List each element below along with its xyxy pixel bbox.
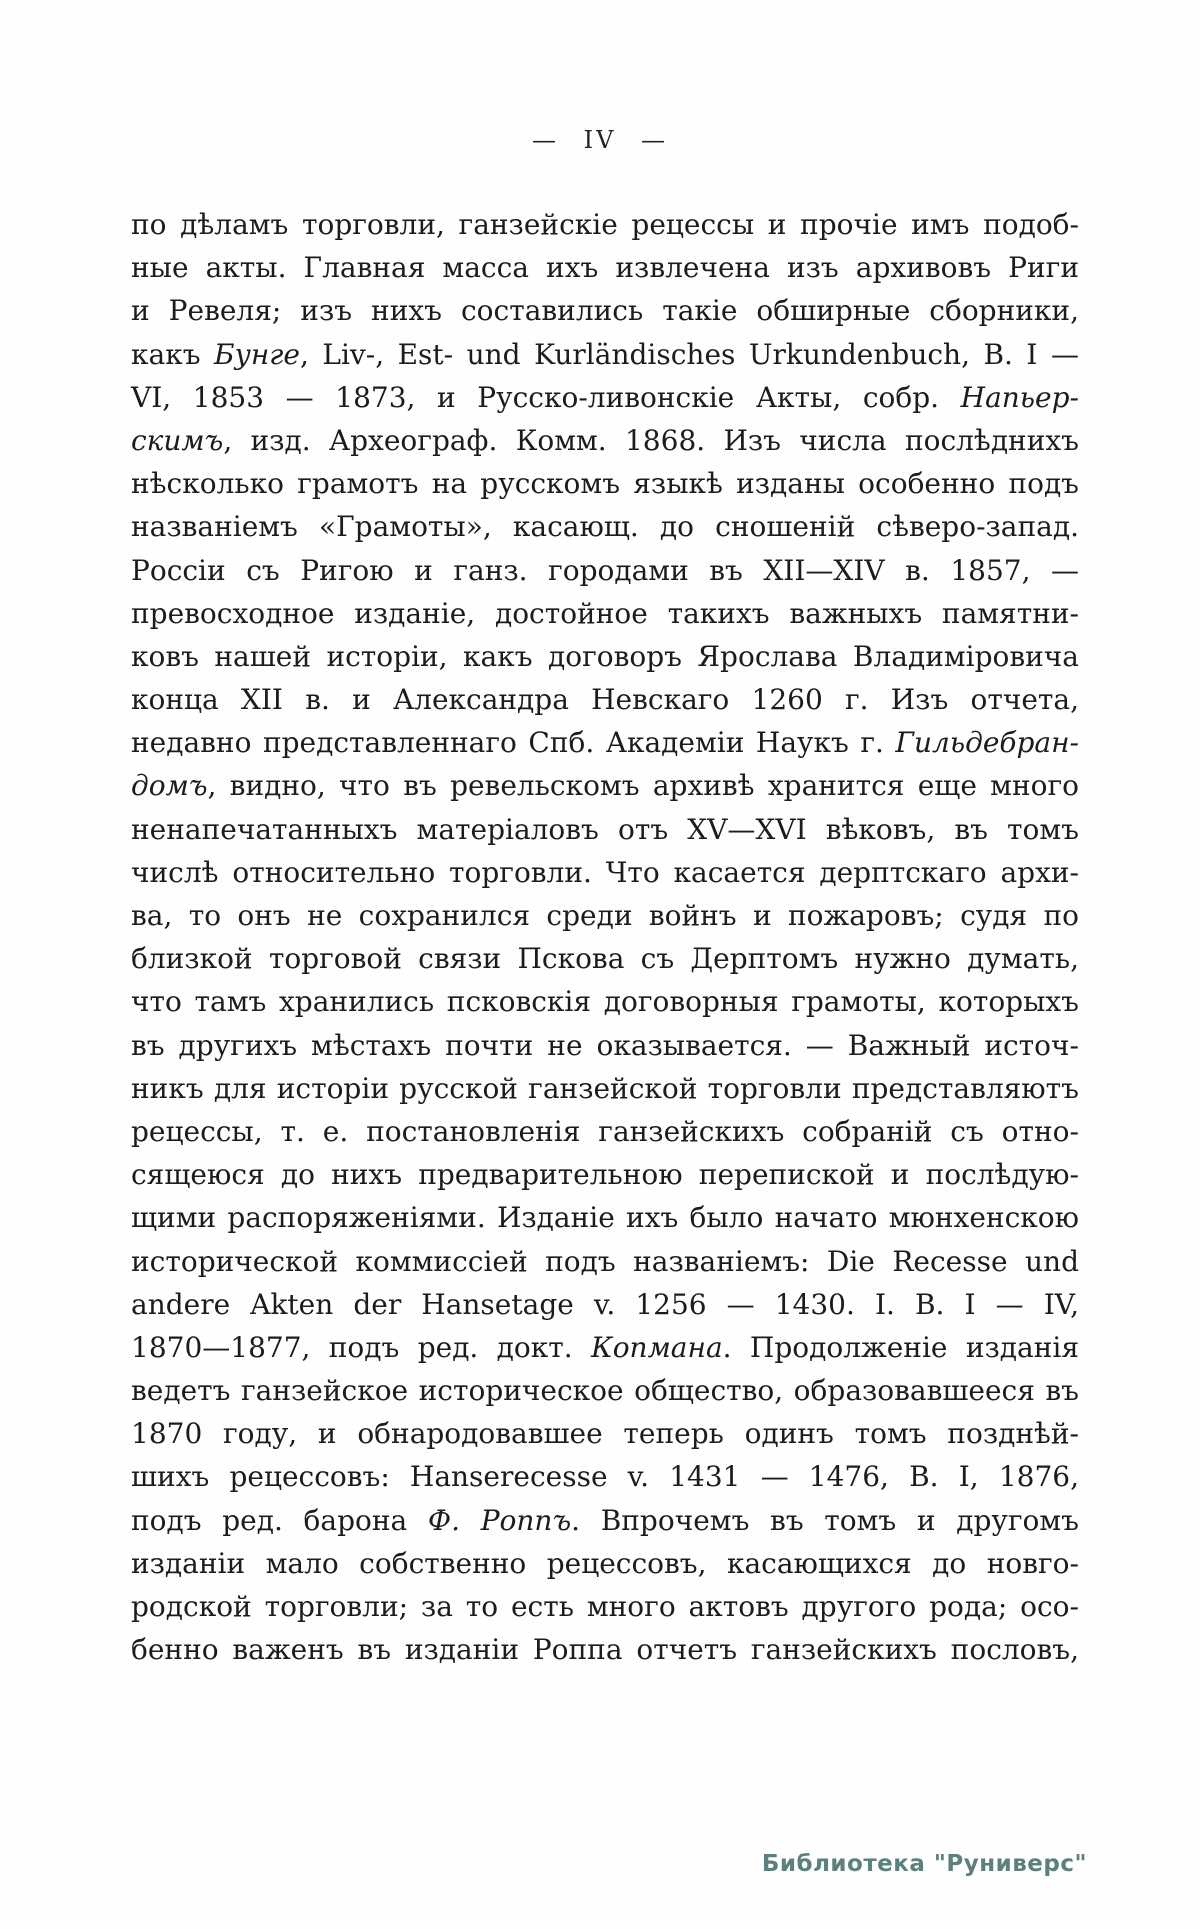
text-line	[131, 246, 1079, 289]
text-segment: andere Akten der Hansetage v. 1256 — 1430. I. B. I — IV,	[131, 1287, 1079, 1321]
text-line	[131, 851, 1079, 894]
text-segment: превосходное изданіе, достойное такихъ важныхъ памятни-	[131, 596, 1079, 630]
text-segment: щими распоряженіями. Изданіе ихъ было начато мюнхенскою	[131, 1201, 1079, 1235]
text-segment: названіемъ «Грамоты», касающ. до сношеній сѣверо-запад.	[131, 510, 1079, 544]
text-line	[131, 1369, 1079, 1412]
text-line	[131, 376, 1079, 419]
text-segment: по дѣламъ торговли, ганзейскіе рецессы и прочіе имъ подоб-	[131, 208, 1079, 241]
text-segment: ведетъ ганзейское историческое общество, образовавшееся въ	[131, 1374, 1079, 1408]
text-line	[131, 1110, 1079, 1153]
text-segment: , видно, что въ ревельскомъ архивѣ хранится еще много	[207, 769, 1079, 803]
text-segment: . Впрочемъ въ томъ и другомъ	[571, 1503, 1079, 1537]
text-segment: , изд. Археограф. Комм. 1868. Изъ числа послѣднихъ	[223, 423, 1079, 457]
text-segment: исторической коммиссіей подъ названіемъ: Die Recesse und	[131, 1244, 1079, 1278]
text-line	[131, 1455, 1079, 1498]
text-segment: 1870—1877, подъ ред. докт.	[131, 1330, 592, 1364]
italic-text-segment: домъ	[131, 769, 208, 803]
text-segment: нѣсколько грамотъ на русскомъ языкѣ изданы особенно подъ	[131, 467, 1079, 501]
italic-text-segment: Гильдебран-	[895, 726, 1079, 760]
text-segment: никъ для исторіи русской ганзейской торговли представляютъ	[131, 1071, 1079, 1105]
text-segment: ные акты. Главная масса ихъ извлечена изъ архивовъ Риги	[131, 251, 1079, 285]
text-line	[131, 203, 1079, 246]
text-segment: числѣ относительно торговли. Что касается дерптскаго архи-	[131, 855, 1079, 889]
text-segment: недавно представленнаго Спб. Академіи Наукъ г.	[131, 726, 896, 760]
text-segment: въ другихъ мѣстахъ почти не оказывается. — Важный источ-	[131, 1028, 1079, 1062]
italic-text-segment: Копмана	[591, 1330, 723, 1364]
text-line	[131, 333, 1079, 376]
text-segment: бенно важенъ въ изданіи Роппа отчетъ ганзейскихъ пословъ,	[131, 1633, 1079, 1667]
text-line	[131, 808, 1079, 851]
text-line	[131, 764, 1079, 807]
text-segment: родской торговли; за то есть много актовъ другого рода; осо-	[131, 1590, 1079, 1623]
text-line	[131, 894, 1079, 937]
text-line	[131, 937, 1079, 980]
text-segment: и Ревеля; изъ нихъ составились такіе обширные сборники,	[131, 294, 1079, 328]
text-line	[131, 1326, 1079, 1369]
library-watermark: Библиотека "Руниверс"	[761, 1851, 1087, 1877]
text-line	[131, 1067, 1079, 1110]
text-line	[131, 549, 1079, 592]
text-line	[131, 462, 1079, 505]
text-segment: шихъ рецессовъ: Hanserecesse v. 1431 — 1476, B. I, 1876,	[131, 1460, 1079, 1494]
text-line	[131, 980, 1079, 1023]
italic-text-segment: Бунге	[214, 337, 300, 371]
text-line	[131, 678, 1079, 721]
text-segment: что тамъ хранились псковскія договорныя грамоты, которыхъ	[131, 985, 1079, 1019]
italic-text-segment: Ф. Роппъ	[427, 1503, 572, 1537]
text-segment: изданіи мало собственно рецессовъ, касающихся до новго-	[131, 1546, 1079, 1580]
text-line	[131, 592, 1079, 635]
text-line	[131, 1542, 1079, 1585]
text-segment: подъ ред. барона	[131, 1503, 428, 1537]
text-segment: рецессы, т. е. постановленія ганзейскихъ собраній съ отно-	[131, 1114, 1079, 1148]
text-line	[131, 419, 1079, 462]
text-segment: конца XII в. и Александра Невскаго 1260 г. Изъ отчета,	[131, 683, 1079, 717]
text-segment: 1870 году, и обнародовавшее теперь одинъ томъ позднѣй-	[131, 1417, 1079, 1451]
text-segment: , Liv-, Est- und Kurländisches Urkundenbuch, B. I —	[299, 337, 1079, 371]
text-block	[131, 203, 1079, 1671]
text-line	[131, 1499, 1079, 1542]
text-segment: Россіи съ Ригою и ганз. городами въ XII—XIV в. 1857, —	[131, 553, 1079, 587]
text-line	[131, 1024, 1079, 1067]
text-segment: близкой торговой связи Пскова съ Дерптомъ нужно думать,	[131, 942, 1079, 976]
text-segment: какъ	[131, 337, 214, 371]
text-line	[131, 635, 1079, 678]
text-line	[131, 1240, 1079, 1283]
text-segment: ва, то онъ не сохранился среди войнъ и пожаровъ; судя по	[131, 899, 1079, 932]
text-segment: сящеюся до нихъ предварительною перепиской и послѣдую-	[131, 1158, 1079, 1192]
text-line	[131, 721, 1079, 764]
page-number: — IV —	[531, 126, 669, 154]
text-segment: VI, 1853 — 1873, и Русско-ливонскіе Акты, собр.	[131, 380, 961, 414]
text-segment: . Продолженіе изданія	[722, 1330, 1079, 1364]
text-segment: ковъ нашей исторіи, какъ договоръ Ярослава Владиміровича	[131, 639, 1079, 673]
italic-text-segment: Напьер-	[960, 380, 1079, 414]
text-line	[131, 1196, 1079, 1239]
text-line	[131, 1628, 1079, 1671]
text-line	[131, 1153, 1079, 1196]
text-line	[131, 1283, 1079, 1326]
text-segment: ненапечатанныхъ матеріаловъ отъ XV—XVI вѣковъ, въ томъ	[131, 812, 1079, 846]
text-line	[131, 1585, 1079, 1628]
text-line	[131, 1412, 1079, 1455]
text-line	[131, 289, 1079, 332]
text-line	[131, 505, 1079, 548]
italic-text-segment: скимъ	[131, 423, 224, 457]
